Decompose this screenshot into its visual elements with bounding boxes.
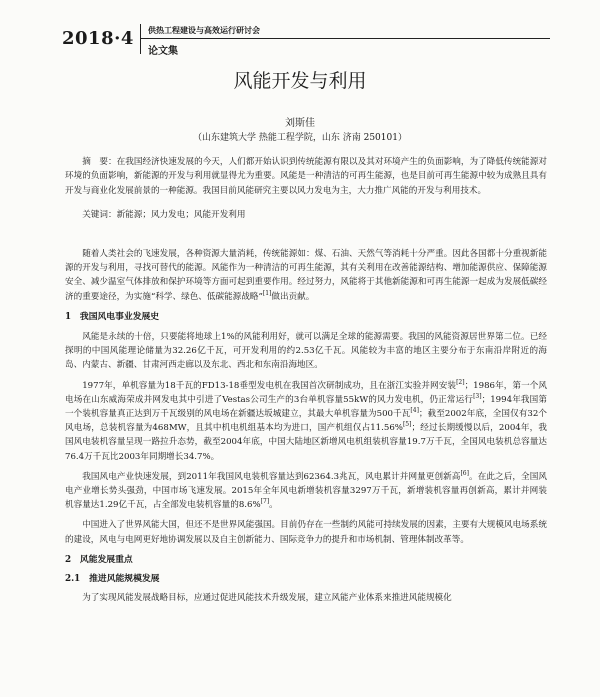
intro-paragraph xyxy=(65,247,547,304)
abstract-label: 摘 要： xyxy=(82,157,117,167)
s1-paragraph-3 xyxy=(65,470,547,513)
s1p2-a: 1977年，单机容量为18千瓦的FD13-18垂型发电机在我国首次研制成功，且在浙江实验并网安装 xyxy=(82,380,457,391)
section-2-heading: 2 风能发展重点 xyxy=(65,554,133,565)
section-1-heading: 1 我国风电事业发展史 xyxy=(65,311,160,322)
intro-text: 随着人类社会的飞速发展，各种资源大量消耗，传统能源如：煤、石油、天然气等消耗十分严重。因此各国都十分重视新能源的开发与利用，寻找可替代的能源。风能作为一种清洁的可再生能源，其有关利用在改善能源结构、增加能源供应、保障能源安全、减少温室气体排放和保护环境等方面可起到重要作用。经过努力，风能将于其他新能源和可再生能源一起成为发展低碳经济的重要途径，为实施“科学、绿色、低碳能源战略” xyxy=(65,249,547,302)
abstract xyxy=(65,155,547,198)
issue-year: 2018·4 xyxy=(62,28,134,49)
abstract-text: 在我国经济快速发展的今天，人们都开始认识到传统能源有限以及其对环境产生的负面影响，为了降低传统能源对环境的负面影响，新能源的开发与利用就显得尤为重要。风能是一种清洁的可再生能源，也是目前可再生能源中较为成熟且具有开发与商业化发展前景的一种能源。我国目前风能研究主要以风力发电为主，大力推广风能的开发与利用技术。 xyxy=(65,157,547,196)
citation: [5] xyxy=(402,421,412,429)
s1p2-c: ；1994年我国第一个装机容量真正达到万千瓦级别的风电场在新疆达坂城建立，其最大单机容量为500千瓦 xyxy=(65,394,547,420)
citation: [6] xyxy=(460,469,469,477)
s1p3-a: 我国风电产业快速发展，到2011年我国风电装机容量达到62364.3兆瓦，风电累计并网量更创新高 xyxy=(82,471,461,482)
s1-paragraph-1: 风能是永续的十倍，只要能将地球上1%的风能利用好，就可以满足全球的能源需要。我国的风能资源居世界第二位。已经探明的中国风能理论储量为32.26亿千瓦，可开发利用的约2.53亿千瓦。风能较为丰富的地区主要分布于东南沿岸附近的海岛、内蒙古、新疆、甘肃河西走廊以及东北、西北和东南沿海地区。 xyxy=(65,332,547,371)
s1-paragraph-2 xyxy=(65,379,547,464)
citation: [3] xyxy=(473,392,482,400)
keywords-text: 新能源；风力发电；风能开发利用 xyxy=(116,210,246,220)
section-2-1-heading: 2.1 推进风能规模发展 xyxy=(65,574,160,585)
article-title: 风能开发与利用 xyxy=(233,70,367,92)
keywords-label: 关键词： xyxy=(82,210,117,220)
author-affiliation: （山东建筑大学 热能工程学院，山东 济南 250101） xyxy=(193,133,407,143)
citation: [2] xyxy=(456,378,465,386)
intro-end: 做出贡献。 xyxy=(271,291,315,302)
section-label: 论文集 xyxy=(148,46,178,57)
citation: [4] xyxy=(410,407,419,415)
s21-paragraph-1: 为了实现风能发展战略目标，应通过促进风能技术升级发展，建立风能产业体系来推进风能规模化 xyxy=(82,593,452,604)
conference-name: 供热工程建设与高效运行研讨会 xyxy=(148,25,260,35)
s1p2-e: ；经过长期缓慢以后，2004年，我国风电装机容量呈现一路拉升态势，截至2004年底，中国大陆地区新增风电机组装机容量19.7万千瓦，全国风电装机总容量达76.4万千瓦比2003年同期增长34.7%。 xyxy=(65,423,547,462)
citation: [1] xyxy=(262,289,272,297)
keywords xyxy=(65,208,547,220)
s1p2-b: ；1986年，第一个风电场在山东威海荣成并网发电其中引进了Vestas公司生产的3台单机容量55kW的风力发电机，仍正常运行 xyxy=(65,380,548,405)
citation: [7] xyxy=(260,498,270,506)
s1-paragraph-4: 中国进入了世界风能大国，但还不是世界风能强国。目前仍存在一些制约风能可持续发展的因素，主要有大规模风电场系统的建设，风电与电网更好地协调发展以及自主创新能力、国际竞争力的提升和市场机制、管理体制改革等。 xyxy=(65,520,547,545)
header-rule xyxy=(140,38,550,39)
author-name: 刘斯佳 xyxy=(285,118,315,129)
article-body xyxy=(65,247,547,611)
s1p3-c: 。 xyxy=(269,500,278,511)
s1p3-b: 。在此之后，全国风电产业增长势头强劲，中国市场飞速发展。2015年全年风电新增装机容量3297万千瓦，新增装机容量再创新高，累计并网装机容量达1.29亿千瓦，占全部发电装机容量的8.6% xyxy=(65,471,547,511)
s1p2-d: ；截至2002年底，全国仅有32个风电场，总装机容量为468MW，且其中机电机组基本均为进口，国产机组仅占11.56% xyxy=(65,409,547,434)
header-divider-vertical xyxy=(140,24,141,54)
